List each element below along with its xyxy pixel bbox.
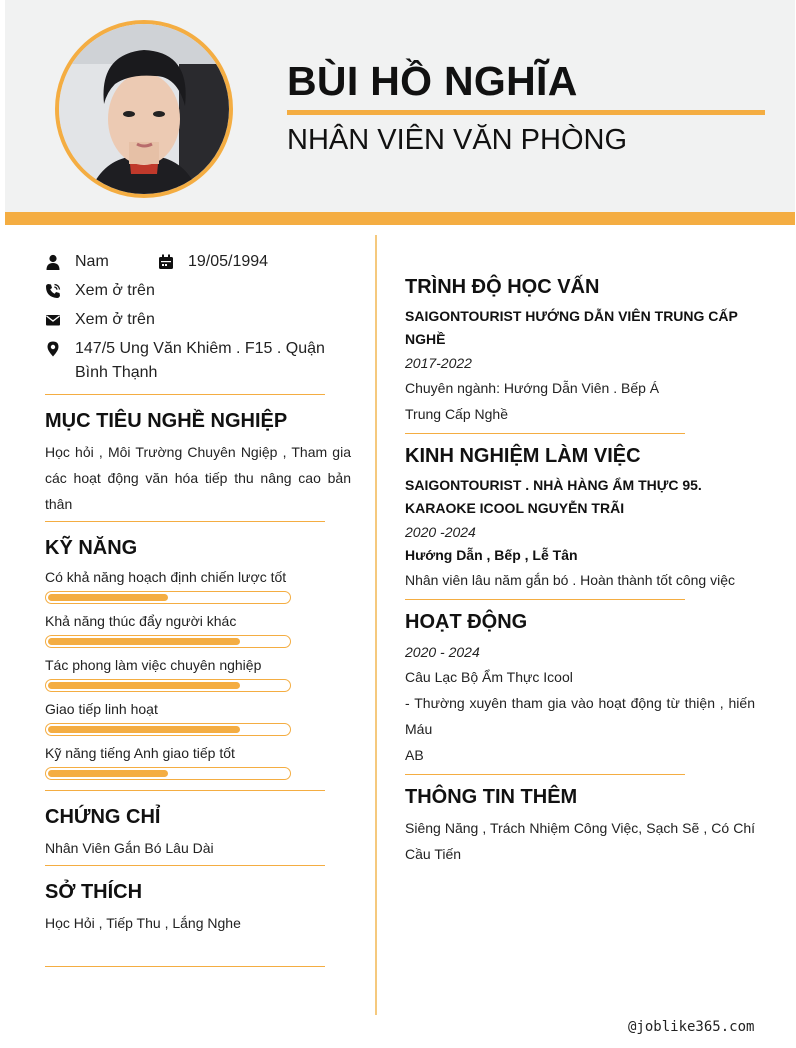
skill-bar [45,679,291,692]
candidate-name: BÙI HỒ NGHĨA [287,58,578,104]
divider [405,774,685,775]
divider [45,521,325,522]
address-text: 147/5 Ung Văn Khiêm . F15 . Quận Bình Thạnh [75,340,325,381]
skill-label: Có khả năng hoạch định chiến lược tốt [45,569,287,585]
address-row [45,337,351,385]
skill-bar [45,723,291,736]
experience-position: Hướng Dẫn , Bếp , Lễ Tân [405,547,578,563]
experience-company: SAIGONTOURIST . NHÀ HÀNG ẨM THỰC 95. KARAOKE ICOOL NGUYỄN TRÃI [405,477,702,516]
hobbies-title: SỞ THÍCH [45,881,143,903]
phone-icon [45,279,75,303]
skill-label: Kỹ năng tiếng Anh giao tiếp tốt [45,745,235,761]
skill-bar [45,591,291,604]
activities-extra: AB [405,747,424,763]
mail-icon [45,308,75,332]
name-underline [287,110,765,115]
right-column [405,275,755,867]
skill-bar-fill [48,726,240,733]
column-divider [375,235,377,1015]
skill-bar-fill [48,638,240,645]
hobbies-text: Học Hỏi , Tiếp Thu , Lắng Nghe [45,915,241,931]
left-column [45,250,351,981]
activities-title: HOẠT ĐỘNG [405,611,528,633]
education-major: Chuyên ngành: Hướng Dẫn Viên . Bếp Á [405,380,660,396]
divider [405,599,685,600]
avatar [55,20,233,198]
phone-text: Xem ở trên [75,282,155,299]
header-accent-band [5,212,795,225]
skill-bar [45,635,291,648]
skill-item [45,742,351,780]
career-goal-text: Học hỏi , Môi Trường Chuyên Ngiệp , Tham gia các hoạt động văn hóa tiếp thu nâng cao bản thân [45,444,351,512]
skills-list [45,566,351,780]
skill-label: Tác phong làm việc chuyên nghiệp [45,657,262,673]
education-level: Trung Cấp Nghề [405,406,508,422]
activities-organization: Câu Lạc Bộ Ẩm Thực Icool [405,669,573,685]
user-icon [45,250,75,274]
skill-bar [45,767,291,780]
experience-period: 2020 -2024 [405,524,476,540]
activities-period: 2020 - 2024 [405,644,480,660]
certificates-title: CHỨNG CHỈ [45,806,161,828]
gender-birthdate-row [45,250,351,274]
activities-description: - Thường xuyên tham gia vào hoạt động từ thiện , hiến Máu [405,695,755,737]
skill-item [45,698,351,736]
experience-description: Nhân viên lâu năm gắn bó . Hoàn thành tốt công việc [405,572,735,588]
additional-info-title: THÔNG TIN THÊM [405,786,578,808]
birthdate-text: 19/05/1994 [188,253,269,270]
education-title: TRÌNH ĐỘ HỌC VẤN [405,276,600,298]
skill-item [45,654,351,692]
divider [45,790,325,791]
watermark: @joblike365.com [628,1019,755,1035]
skill-label: Khả năng thúc đẩy người khác [45,613,237,629]
experience-title: KINH NGHIỆM LÀM VIỆC [405,445,641,467]
divider [45,865,325,866]
email-text: Xem ở trên [75,311,155,328]
skill-item [45,566,351,604]
additional-info-text: Siêng Năng , Trách Nhiệm Công Việc, Sạch Sẽ , Có Chí Cầu Tiến [405,820,755,862]
job-title: NHÂN VIÊN VĂN PHÒNG [287,124,627,156]
location-pin-icon [45,337,75,361]
divider [45,394,325,395]
skill-bar-fill [48,682,240,689]
avatar-photo-icon [59,24,229,194]
certificates-text: Nhân Viên Gắn Bó Lâu Dài [45,840,214,856]
phone-row [45,279,351,303]
divider [405,433,685,434]
education-school: SAIGONTOURIST HƯỚNG DẪN VIÊN TRUNG CẤP NGHỀ [405,308,738,347]
education-period: 2017-2022 [405,355,472,371]
calendar-icon [158,250,188,274]
skills-title: KỸ NĂNG [45,537,138,559]
skill-bar-fill [48,770,168,777]
divider [45,966,325,967]
skill-bar-fill [48,594,168,601]
skill-item [45,610,351,648]
email-row [45,308,351,332]
gender-text: Nam [75,253,109,270]
career-goal-title: MỤC TIÊU NGHỀ NGHIỆP [45,410,288,432]
skill-label: Giao tiếp linh hoạt [45,701,158,717]
